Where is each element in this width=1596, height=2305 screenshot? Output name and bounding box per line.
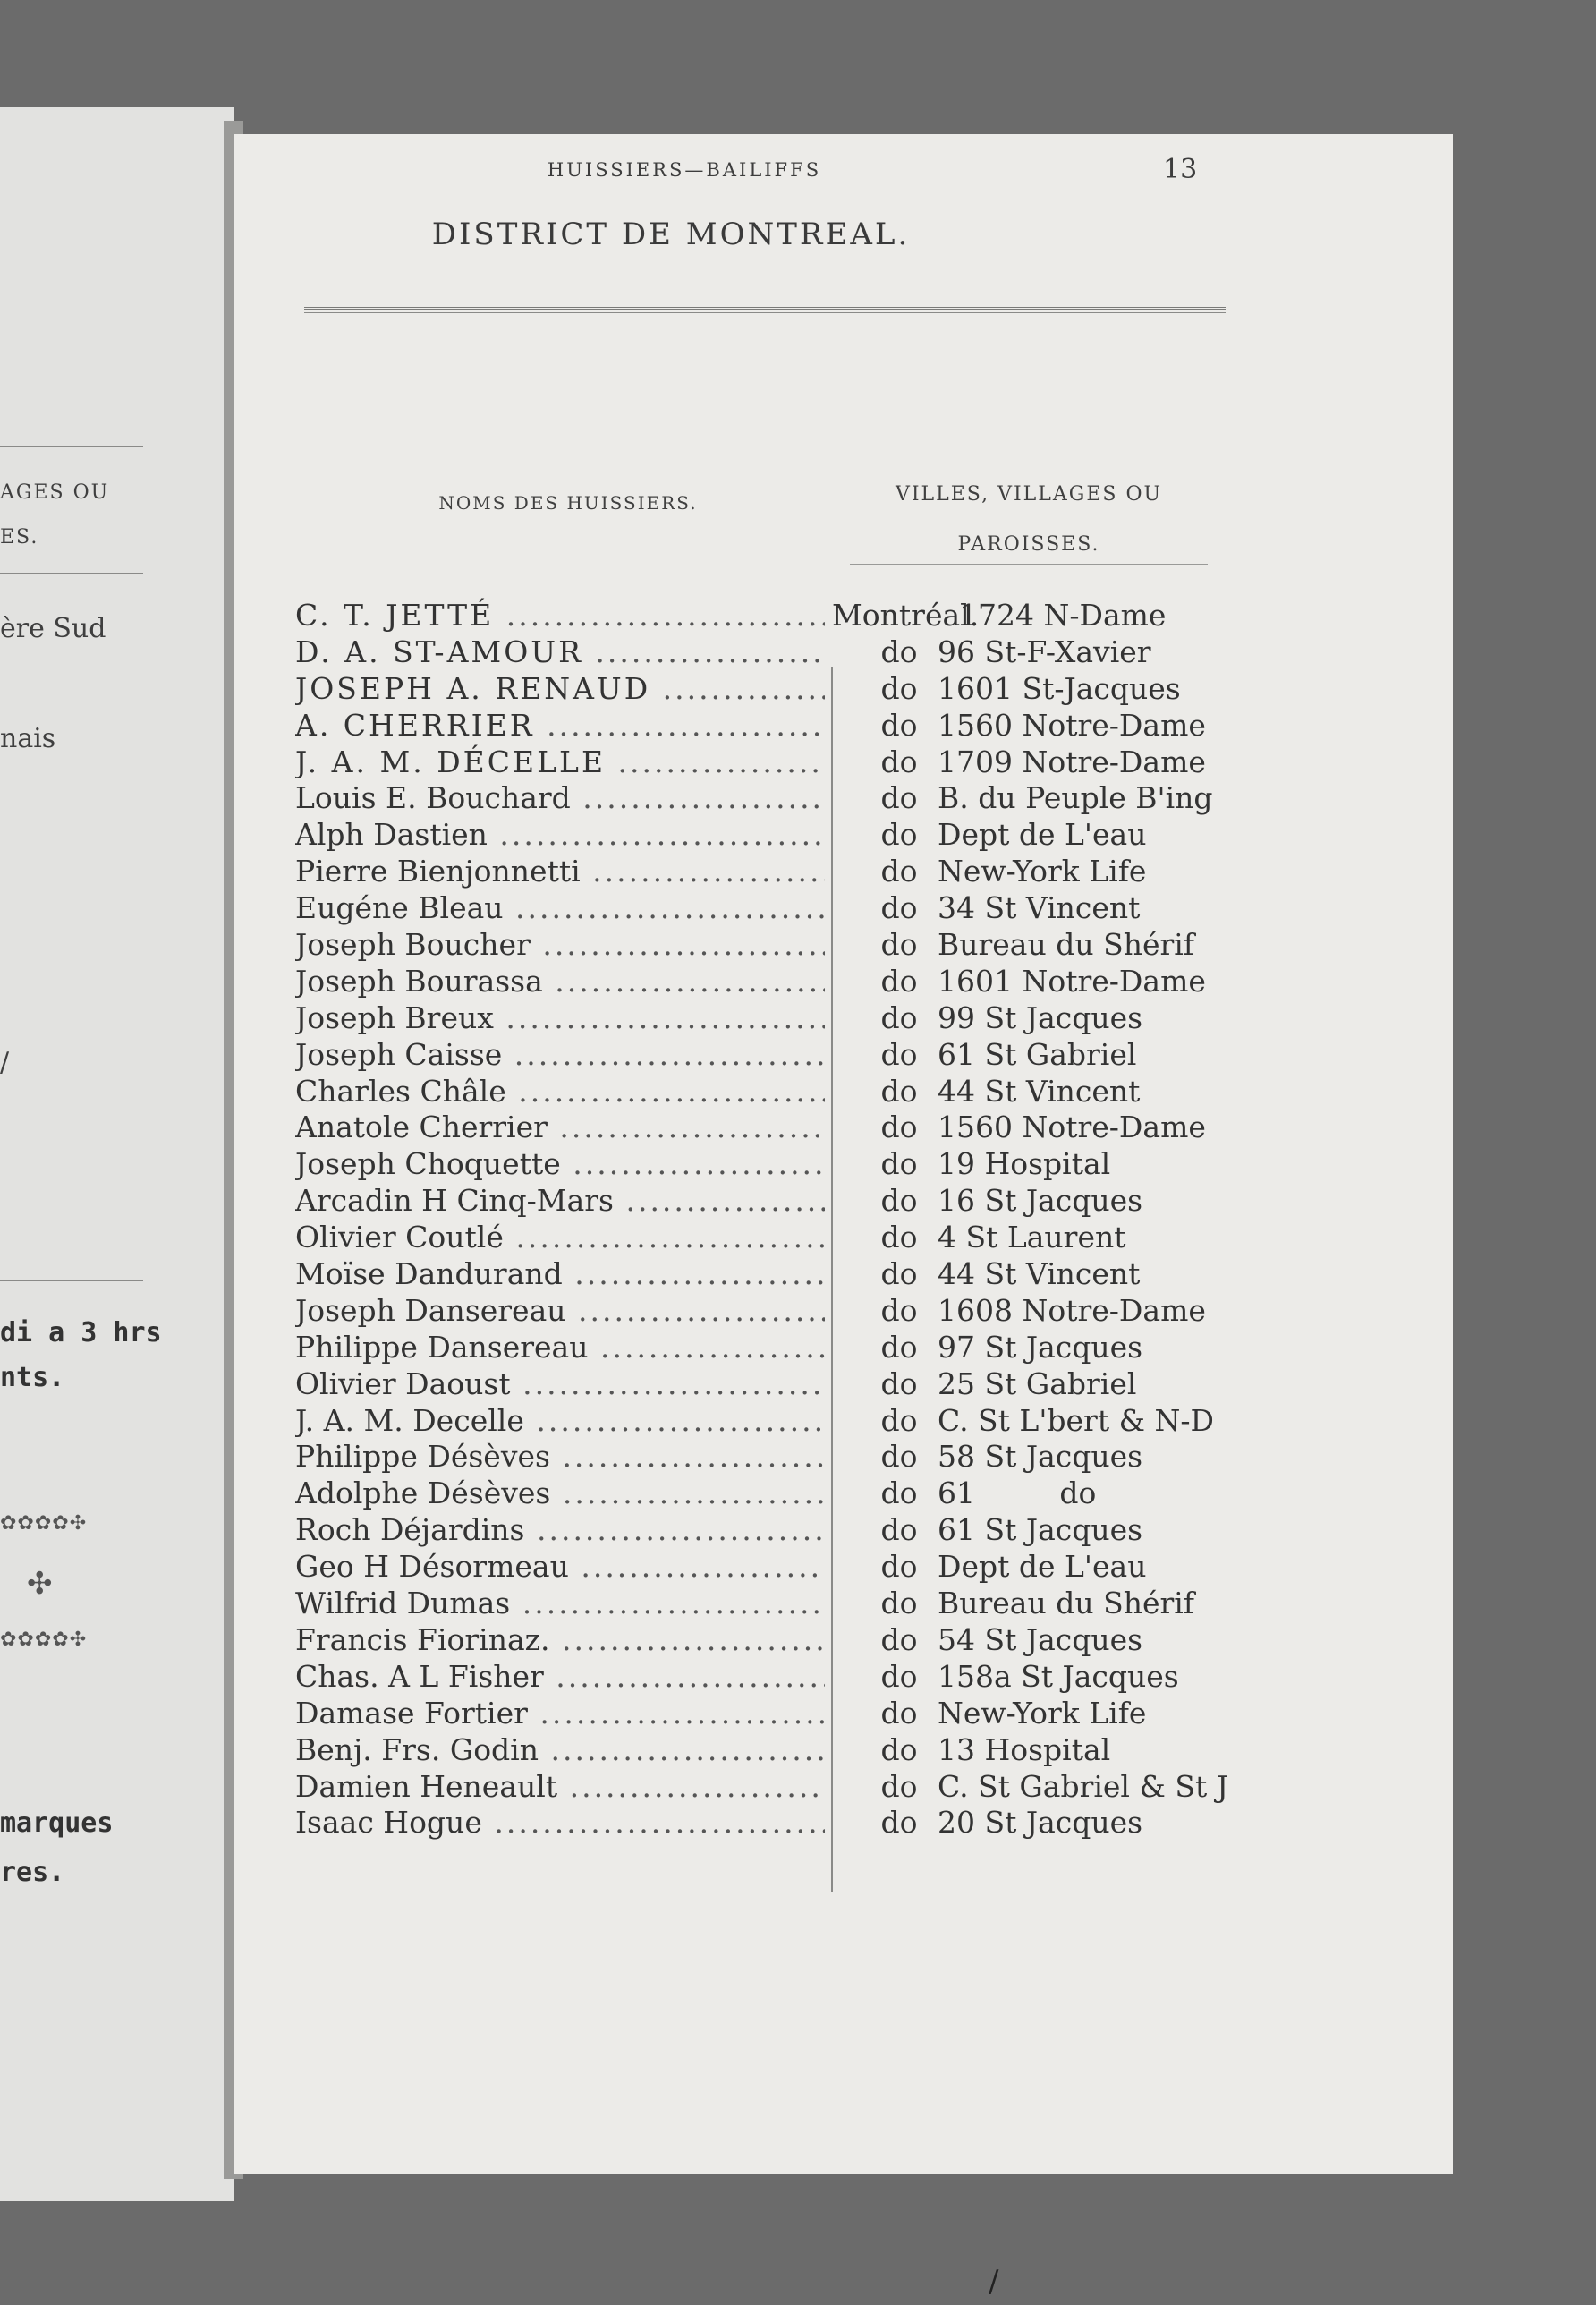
bailiff-place: do bbox=[880, 1805, 918, 1841]
bailiff-place: do bbox=[880, 1476, 918, 1511]
bailiff-name: Eugéne Bleau ..... bbox=[295, 890, 825, 925]
bailiff-place: do bbox=[880, 1586, 918, 1621]
header-rule bbox=[850, 564, 1208, 565]
bailiff-name: Joseph Caisse ..... bbox=[295, 1037, 825, 1072]
ornament: ✣ bbox=[27, 1566, 54, 1602]
fragment-text: / bbox=[0, 1047, 10, 1078]
fragment-text: nts. bbox=[0, 1362, 65, 1393]
fragment-text: ère Sud bbox=[0, 613, 106, 644]
bailiff-name: Roch Déjardins ..... bbox=[295, 1512, 825, 1547]
column-header-places bbox=[832, 470, 1226, 570]
bailiff-place: do bbox=[880, 963, 918, 999]
bailiff-address: 61 St Jacques bbox=[938, 1512, 1143, 1548]
fragment-text: AGES OU bbox=[0, 481, 110, 504]
bailiff-address: 4 St Laurent bbox=[938, 1220, 1126, 1255]
bailiff-address: 1724 N-Dame bbox=[959, 598, 1167, 633]
fragment-text: marques bbox=[0, 1807, 114, 1839]
table-row bbox=[295, 1366, 1244, 1403]
table-row bbox=[295, 1037, 1244, 1074]
bailiff-name: Damien Heneault ..... bbox=[295, 1769, 825, 1804]
table-row bbox=[295, 598, 1244, 634]
bailiff-place: do bbox=[880, 1695, 918, 1731]
bailiff-address: C. St Gabriel & St J bbox=[938, 1768, 1228, 1804]
bailiff-place: do bbox=[880, 1183, 918, 1219]
table-row bbox=[295, 1622, 1244, 1659]
bailiff-name: Benj. Frs. Godin ..... bbox=[295, 1732, 825, 1767]
bailiff-name: Joseph Boucher ..... bbox=[295, 927, 825, 962]
table-row bbox=[295, 780, 1244, 817]
bailiff-address: 58 St Jacques bbox=[938, 1439, 1143, 1475]
title-rule bbox=[304, 307, 1226, 313]
table-row bbox=[295, 1110, 1244, 1146]
table-row bbox=[295, 1805, 1244, 1841]
bailiff-place: do bbox=[880, 1365, 918, 1401]
bailiff-place: do bbox=[880, 1512, 918, 1548]
running-head: HUISSIERS—BAILIFFS bbox=[547, 159, 822, 181]
table-row bbox=[295, 1293, 1244, 1330]
bailiff-address: B. du Peuple B'ing bbox=[938, 780, 1213, 816]
bailiff-address: 97 St Jacques bbox=[938, 1329, 1143, 1365]
table-row bbox=[295, 1696, 1244, 1732]
bailiff-place: do bbox=[880, 1292, 918, 1328]
bailiff-address: C. St L'bert & N-D bbox=[938, 1402, 1214, 1438]
bailiff-place: do bbox=[880, 670, 918, 706]
table-row bbox=[295, 1476, 1244, 1512]
facing-page-fragment bbox=[0, 107, 234, 2201]
table-row bbox=[295, 1183, 1244, 1220]
table-row bbox=[295, 1659, 1244, 1696]
bailiff-name: Chas. A L Fisher ..... bbox=[295, 1659, 825, 1694]
table-row bbox=[295, 927, 1244, 964]
bailiff-address: 1560 Notre-Dame bbox=[938, 707, 1206, 743]
bailiff-place: do bbox=[880, 890, 918, 926]
column-header-places-line2: PAROISSES. bbox=[957, 533, 1100, 556]
bailiff-name: Olivier Daoust ..... bbox=[295, 1366, 825, 1401]
bailiff-place: do bbox=[880, 817, 918, 853]
bailiff-address: 1608 Notre-Dame bbox=[938, 1292, 1206, 1328]
stray-mark: / bbox=[989, 2264, 999, 2300]
table-row bbox=[295, 854, 1244, 890]
table-row bbox=[295, 1586, 1244, 1622]
table-row bbox=[295, 1512, 1244, 1549]
bailiff-name: JOSEPH A. RENAUD ..... bbox=[295, 671, 825, 706]
bailiff-address: 44 St Vincent bbox=[938, 1073, 1141, 1109]
bailiff-name: C. T. JETTÉ ..... bbox=[295, 598, 825, 633]
bailiff-place: do bbox=[880, 744, 918, 779]
table-row bbox=[295, 817, 1244, 854]
table-row bbox=[295, 1256, 1244, 1293]
bailiff-name: A. CHERRIER ..... bbox=[295, 708, 825, 743]
bailiff-name: Anatole Cherrier ..... bbox=[295, 1110, 825, 1144]
bailiff-name: J. A. M. Decelle ..... bbox=[295, 1403, 825, 1438]
bailiff-address: 61 St Gabriel bbox=[938, 1036, 1137, 1072]
bailiff-name: Damase Fortier ..... bbox=[295, 1696, 825, 1731]
bailiff-name: Joseph Breux ..... bbox=[295, 1000, 825, 1035]
bailiff-address: Bureau du Shérif bbox=[938, 1586, 1195, 1621]
divider bbox=[0, 1280, 143, 1281]
bailiff-address: 1601 Notre-Dame bbox=[938, 963, 1206, 999]
bailiff-name: Philippe Dansereau ..... bbox=[295, 1330, 825, 1365]
bailiff-name: Olivier Coutlé ..... bbox=[295, 1220, 825, 1255]
bailiff-place: do bbox=[880, 780, 918, 816]
table-row bbox=[295, 964, 1244, 1000]
table-row bbox=[295, 634, 1244, 671]
bailiff-name: Francis Fiorinaz. ..... bbox=[295, 1622, 825, 1657]
bailiff-name: Joseph Dansereau ..... bbox=[295, 1293, 825, 1328]
bailiff-address: 25 St Gabriel bbox=[938, 1365, 1137, 1401]
divider bbox=[0, 573, 143, 574]
bailiff-place: do bbox=[880, 1220, 918, 1255]
bailiff-place: do bbox=[880, 927, 918, 963]
bailiff-address: 19 Hospital bbox=[938, 1146, 1111, 1182]
table-row bbox=[295, 744, 1244, 781]
fragment-text: di a 3 hrs bbox=[0, 1317, 162, 1348]
page-number: 13 bbox=[1163, 154, 1198, 185]
bailiff-name: J. A. M. DÉCELLE ..... bbox=[295, 744, 825, 779]
table-row bbox=[295, 1146, 1244, 1183]
table-row bbox=[295, 1074, 1244, 1110]
table-row bbox=[295, 708, 1244, 744]
bailiff-name: Philippe Désèves ..... bbox=[295, 1439, 825, 1474]
bailiff-address: 1560 Notre-Dame bbox=[938, 1110, 1206, 1145]
bailiff-place: do bbox=[880, 1731, 918, 1767]
bailiff-address: 96 St-F-Xavier bbox=[938, 634, 1151, 669]
bailiff-place: do bbox=[880, 999, 918, 1035]
table-row bbox=[295, 1330, 1244, 1366]
table-row bbox=[295, 1439, 1244, 1476]
column-header-places-line1: VILLES, VILLAGES OU bbox=[895, 483, 1163, 506]
bailiff-place: do bbox=[880, 1549, 918, 1585]
ornament: ✿✿✿✿✣ bbox=[0, 1629, 88, 1651]
bailiff-name: Wilfrid Dumas ..... bbox=[295, 1586, 825, 1620]
bailiff-place: do bbox=[880, 707, 918, 743]
table-row bbox=[295, 1732, 1244, 1769]
bailiff-address: 1709 Notre-Dame bbox=[938, 744, 1206, 779]
bailiff-place: do bbox=[880, 1621, 918, 1657]
table-row bbox=[295, 1403, 1244, 1440]
bailiff-address: Dept de L'eau bbox=[938, 817, 1147, 853]
table-row bbox=[295, 671, 1244, 708]
bailiff-name: Joseph Choquette ..... bbox=[295, 1146, 825, 1181]
fragment-text: ES. bbox=[0, 526, 39, 549]
bailiff-address: 44 St Vincent bbox=[938, 1256, 1141, 1292]
bailiff-place: do bbox=[880, 1658, 918, 1694]
bailiff-address: 16 St Jacques bbox=[938, 1183, 1143, 1219]
bailiff-address: Bureau du Shérif bbox=[938, 927, 1195, 963]
ornament: ✿✿✿✿✣ bbox=[0, 1512, 88, 1535]
bailiff-address: Dept de L'eau bbox=[938, 1549, 1147, 1585]
bailiff-address: 13 Hospital bbox=[938, 1731, 1111, 1767]
bailiff-place: do bbox=[880, 1768, 918, 1804]
bailiff-name: Joseph Bourassa ..... bbox=[295, 964, 825, 999]
bailiff-address: 1601 St-Jacques bbox=[938, 670, 1181, 706]
bailiff-place: do bbox=[880, 1073, 918, 1109]
bailiff-place: do bbox=[880, 854, 918, 889]
bailiff-name: Charles Châle ..... bbox=[295, 1074, 825, 1109]
district-title: DISTRICT DE MONTREAL. bbox=[431, 217, 911, 252]
bailiff-place: do bbox=[880, 1036, 918, 1072]
bailiff-address: New-York Life bbox=[938, 1695, 1147, 1731]
bailiff-place: do bbox=[880, 1439, 918, 1475]
bailiff-name: Arcadin H Cinq-Mars ..... bbox=[295, 1183, 825, 1218]
bailiff-address: 54 St Jacques bbox=[938, 1621, 1143, 1657]
bailiff-address: 34 St Vincent bbox=[938, 890, 1141, 926]
bailiff-place: do bbox=[880, 1329, 918, 1365]
bailiff-name: Isaac Hogue ..... bbox=[295, 1805, 825, 1840]
bailiff-name: Moïse Dandurand ..... bbox=[295, 1256, 825, 1291]
bailiff-address: 20 St Jacques bbox=[938, 1805, 1143, 1841]
bailiff-address: 99 St Jacques bbox=[938, 999, 1143, 1035]
table-row bbox=[295, 1220, 1244, 1256]
bailiff-name: D. A. ST-AMOUR ..... bbox=[295, 634, 825, 669]
bailiff-address: New-York Life bbox=[938, 854, 1147, 889]
bailiff-place: do bbox=[880, 1256, 918, 1292]
bailiff-address: 158a St Jacques bbox=[938, 1658, 1179, 1694]
bailiff-address: 61 do bbox=[938, 1476, 1097, 1511]
bailiff-place: do bbox=[880, 634, 918, 669]
bailiff-list bbox=[295, 598, 1244, 1841]
table-row bbox=[295, 1549, 1244, 1586]
bailiff-name: Geo H Désormeau ..... bbox=[295, 1549, 825, 1584]
bailiff-place: Montréal. bbox=[832, 598, 980, 633]
fragment-text: nais bbox=[0, 723, 56, 754]
table-row bbox=[295, 1000, 1244, 1037]
bailiff-place: do bbox=[880, 1110, 918, 1145]
bailiff-name: Adolphe Désèves ..... bbox=[295, 1476, 825, 1510]
table-row bbox=[295, 890, 1244, 927]
fragment-text: res. bbox=[0, 1857, 65, 1888]
column-header-names: NOMS DES HUISSIERS. bbox=[438, 492, 698, 514]
bailiff-name: Alph Dastien ..... bbox=[295, 817, 825, 852]
bailiff-name: Louis E. Bouchard ..... bbox=[295, 780, 825, 815]
bailiff-place: do bbox=[880, 1146, 918, 1182]
divider bbox=[0, 446, 143, 447]
bailiff-place: do bbox=[880, 1402, 918, 1438]
bailiff-name: Pierre Bienjonnetti ..... bbox=[295, 854, 825, 889]
table-row bbox=[295, 1769, 1244, 1806]
